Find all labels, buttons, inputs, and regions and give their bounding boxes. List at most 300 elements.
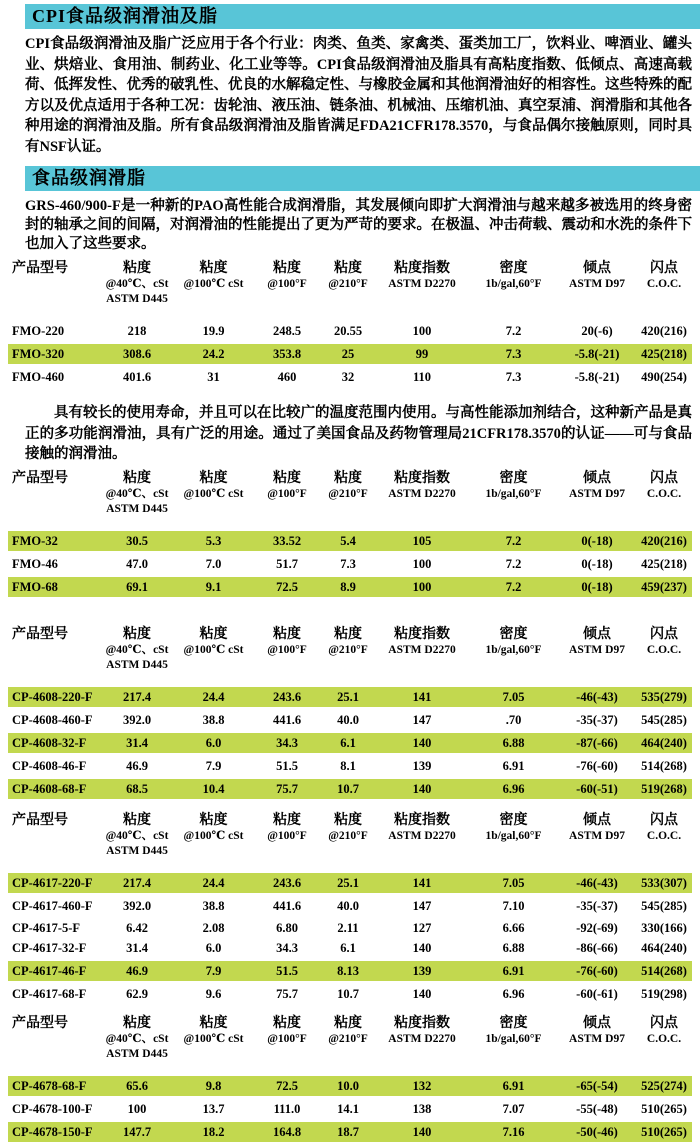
cell-value: 7.05 — [502, 875, 525, 890]
column-header-title: 闪点 — [650, 470, 678, 486]
column-header-title: 粘度 — [273, 470, 301, 486]
product-model: FMO-68 — [12, 579, 58, 594]
cell-value: 51.5 — [276, 963, 298, 978]
cell-value: 25.1 — [337, 689, 359, 704]
cell-value: 7.9 — [205, 758, 222, 773]
cell-value: 147.7 — [122, 1124, 152, 1139]
cell-value: 420(216) — [641, 324, 687, 338]
table-row — [8, 919, 692, 938]
cell-value: 62.9 — [126, 986, 148, 1001]
cell-value: 7.10 — [502, 898, 525, 913]
cell-value: 140 — [412, 781, 432, 796]
column-header — [253, 813, 321, 859]
column-header — [636, 813, 692, 859]
cell-value: 20(-6) — [581, 324, 613, 338]
column-header-subtitle: @40℃、cSt — [105, 487, 169, 500]
column-header — [558, 471, 636, 517]
column-header — [636, 261, 692, 307]
cell-value: 34.3 — [276, 735, 298, 750]
column-header — [174, 261, 253, 307]
cell-value: 18.2 — [202, 1124, 225, 1139]
cell-value: 7.07 — [502, 1101, 525, 1116]
column-header-title: 产品型号 — [12, 1015, 68, 1031]
product-model: CP-4678-68-F — [12, 1078, 87, 1093]
cell-value: 31 — [207, 370, 220, 384]
product-model: CP-4608-32-F — [12, 735, 87, 750]
product-model: CP-4608-460-F — [12, 712, 93, 727]
intro-paragraph-oils: CPI食品级润滑油及脂广泛应用于各个行业：肉类、鱼类、家禽类、蛋类加工厂，饮料业、啤酒业、罐头业、烘焙业、食用油、制药业、化工业等等。CPI食品级润滑油及脂具有高粘度指数、低倾点、高速高载荷、低挥发性、优秀的破乳性、优良的水解稳定性、与橡胶金属和其他润滑油好的相容性。这些特殊的配方以及优点适用于各种工况：齿轮油、液压油、链条油、机械油、压缩机油、真空泵浦、润滑脂和其他各种用途的润滑油及脂。所有食品级润滑油及脂皆满足FDA21CFR178.3570，与食品偶尔接触原则，同时具有NSF认证。 — [25, 36, 692, 155]
cell-value: 18.7 — [337, 1124, 359, 1139]
cell-value: 217.4 — [122, 875, 152, 890]
column-header — [375, 261, 469, 307]
cell-value: 32 — [341, 370, 355, 384]
column-header-title: 粘度指数 — [394, 812, 450, 828]
column-header — [174, 813, 253, 859]
cell-value: 46.9 — [126, 758, 148, 773]
column-header-subtitle: ASTM D97 — [569, 1032, 625, 1045]
column-header-subtitle: @210°F — [328, 829, 368, 842]
column-header-subtitle: C.O.C. — [646, 643, 682, 656]
column-header-title: 密度 — [499, 1015, 528, 1031]
cell-value: 140 — [412, 940, 432, 955]
column-header — [321, 1016, 375, 1062]
spec-table-cp4608 — [8, 627, 692, 799]
cell-value: 7.2 — [505, 556, 522, 571]
cell-value: 7.3 — [505, 347, 522, 361]
cell-value: 25.1 — [337, 875, 359, 890]
section-title-bar-grease — [25, 166, 700, 191]
cell-value: -35(-37) — [576, 898, 618, 913]
cell-value: 132 — [412, 1078, 432, 1093]
cell-value: 308.6 — [122, 347, 152, 361]
column-header-subtitle: C.O.C. — [646, 278, 682, 290]
column-header — [174, 627, 253, 673]
column-header-subtitle: ASTM D97 — [569, 829, 625, 842]
spec-table-fmo-heavy — [8, 261, 692, 387]
column-header-title: 闪点 — [650, 812, 678, 828]
product-model: CP-4608-46-F — [12, 758, 87, 773]
column-header-subtitle: @40℃、cSt — [105, 643, 169, 656]
column-header — [558, 1016, 636, 1062]
column-header-title: 粘度 — [334, 261, 362, 276]
column-header-title: 粘度 — [273, 1015, 301, 1031]
table-row — [8, 531, 692, 551]
table-row — [8, 756, 692, 776]
cell-value: 464(240) — [641, 940, 687, 955]
header-body-gap — [8, 865, 692, 873]
column-header — [8, 813, 100, 859]
product-model: CP-4617-68-F — [12, 986, 87, 1001]
table-header-row — [8, 261, 692, 307]
cell-value: 9.6 — [205, 986, 222, 1001]
table-row — [8, 321, 692, 341]
cell-value: 0(-18) — [581, 533, 613, 548]
cell-value: 51.7 — [276, 556, 298, 571]
column-header-title: 倾点 — [583, 261, 611, 276]
column-header-subtitle: @210°F — [328, 1032, 368, 1045]
column-header-subtitle: @100°F — [267, 643, 307, 656]
spec-table-fmo-light — [8, 471, 692, 597]
cell-value: 535(279) — [641, 689, 687, 704]
column-header-title: 闪点 — [650, 261, 678, 276]
cell-value: -65(-54) — [576, 1078, 618, 1093]
column-header — [558, 813, 636, 859]
column-header-title: 粘度 — [123, 626, 151, 642]
cell-value: -76(-60) — [576, 963, 618, 978]
column-header — [469, 261, 558, 307]
table-row — [8, 554, 692, 574]
column-header — [8, 261, 100, 307]
table-row — [8, 733, 692, 753]
cell-value: 9.8 — [205, 1078, 222, 1093]
cell-value: 6.96 — [502, 781, 525, 796]
cell-value: -55(-48) — [576, 1101, 618, 1116]
column-header-subtitle: @100°F — [267, 829, 307, 842]
cell-value: 9.1 — [205, 579, 222, 594]
column-header-title: 粘度 — [273, 812, 301, 828]
column-header — [8, 471, 100, 517]
column-header — [100, 261, 174, 307]
column-header-title: 密度 — [499, 470, 528, 486]
cell-value: 248.5 — [272, 324, 302, 338]
header-body-gap — [8, 313, 692, 321]
spec-table-cp4617 — [8, 813, 692, 1004]
column-header-subtitle: ASTM D2270 — [388, 278, 456, 290]
cell-value: 7.9 — [205, 963, 222, 978]
cell-value: 111.0 — [273, 1101, 301, 1116]
column-header-title: 密度 — [499, 261, 528, 276]
column-header-subtitle: ASTM D2270 — [388, 829, 456, 842]
column-header — [375, 1016, 469, 1062]
section-title-oils: CPI食品级润滑油及脂 — [32, 6, 218, 26]
cell-value: 46.9 — [126, 963, 148, 978]
cell-value: 147 — [412, 898, 432, 913]
cell-value: 100 — [412, 579, 432, 594]
product-model: CP-4608-68-F — [12, 781, 87, 796]
cell-value: 40.0 — [337, 712, 359, 727]
cell-value: 533(307) — [641, 875, 687, 890]
column-header-title: 密度 — [499, 626, 528, 642]
column-header — [375, 813, 469, 859]
product-model: FMO-460 — [12, 370, 65, 384]
table-row — [8, 873, 692, 893]
column-header-subtitle: @100℃ cSt — [183, 1032, 244, 1045]
column-header-subtitle: @100℃ cSt — [183, 829, 244, 842]
cell-value: 10.7 — [337, 781, 359, 796]
cell-value: 420(216) — [641, 533, 687, 548]
cell-value: -5.8(-21) — [574, 347, 620, 361]
cell-value: .70 — [505, 712, 522, 727]
column-header-title: 粘度指数 — [394, 261, 450, 276]
column-header — [321, 261, 375, 307]
cell-value: 525(274) — [641, 1078, 687, 1093]
column-header-title: 粘度 — [273, 626, 301, 642]
cell-value: 441.6 — [272, 712, 302, 727]
cell-value: 6.1 — [340, 735, 356, 750]
cell-value: 7.16 — [502, 1124, 525, 1139]
cell-value: 110 — [412, 370, 432, 384]
cell-value: 5.4 — [340, 533, 356, 548]
spec-table-cp4678 — [8, 1016, 692, 1142]
cell-value: 51.5 — [276, 758, 298, 773]
section-title-bar-oils — [25, 4, 700, 29]
cell-value: 6.0 — [205, 940, 222, 955]
column-header-title: 粘度 — [334, 812, 362, 828]
cell-value: 19.9 — [202, 324, 225, 338]
cell-value: 8.1 — [340, 758, 356, 773]
cell-value: 20.55 — [333, 324, 363, 338]
cell-value: 40.0 — [337, 898, 359, 913]
cell-value: 138 — [412, 1101, 432, 1116]
cell-value: 10.4 — [202, 781, 225, 796]
cell-value: 75.7 — [276, 986, 298, 1001]
cell-value: 24.4 — [202, 875, 225, 890]
column-header-subtitle: ASTM D445 — [106, 502, 168, 515]
column-header-subtitle: ASTM D445 — [106, 1047, 168, 1060]
product-model: FMO-220 — [12, 324, 65, 338]
column-header-title: 倾点 — [583, 626, 611, 642]
product-model: CP-4617-5-F — [12, 920, 81, 935]
table-row — [8, 1076, 692, 1096]
column-header-subtitle: 1b/gal,60°F — [485, 829, 542, 842]
cell-value: 6.91 — [502, 758, 525, 773]
column-header-subtitle: @100°F — [267, 487, 307, 500]
table-row — [8, 984, 692, 1004]
product-model: FMO-32 — [12, 533, 58, 548]
cell-value: 7.05 — [502, 689, 525, 704]
column-header-subtitle: C.O.C. — [646, 829, 682, 842]
column-header-title: 产品型号 — [12, 626, 68, 642]
cell-value: 0(-18) — [581, 579, 613, 594]
column-header — [321, 627, 375, 673]
cell-value: 243.6 — [272, 689, 302, 704]
column-header — [469, 1016, 558, 1062]
table-row — [8, 710, 692, 730]
cell-value: 8.9 — [340, 579, 356, 594]
column-header-title: 粘度指数 — [394, 470, 450, 486]
cell-value: 164.8 — [272, 1124, 302, 1139]
column-header-title: 粘度 — [199, 470, 228, 486]
cell-value: 218 — [127, 324, 147, 338]
cell-value: 217.4 — [122, 689, 152, 704]
column-header-subtitle: 1b/gal,60°F — [485, 1032, 542, 1045]
cell-value: 330(166) — [641, 920, 687, 935]
table-header-row — [8, 627, 692, 673]
cell-value: 6.42 — [126, 920, 148, 935]
column-header-subtitle: @210°F — [328, 487, 368, 500]
mid-paragraph: 具有较长的使用寿命，并且可以在比较广的温度范围内使用。与高性能添加剂结合，这种新产品是真正的多功能润滑油，具有广泛的用途。通过了美国食品及药物管理局21CFR178.3570的认证——可与食品接触的润滑油。 — [25, 405, 692, 462]
column-header-subtitle: @100°F — [267, 1032, 307, 1045]
cell-value: 392.0 — [122, 898, 152, 913]
cell-value: 127 — [412, 920, 432, 935]
column-header — [636, 627, 692, 673]
cell-value: 490(254) — [641, 370, 687, 384]
section-title-grease: 食品级润滑脂 — [32, 168, 146, 188]
column-header — [100, 627, 174, 673]
cell-value: 7.3 — [505, 370, 522, 384]
column-header-subtitle: C.O.C. — [646, 1032, 682, 1045]
cell-value: 7.3 — [340, 556, 356, 571]
cell-value: -35(-37) — [576, 712, 618, 727]
column-header-subtitle: 1b/gal,60°F — [485, 643, 542, 656]
cell-value: 425(218) — [641, 347, 687, 361]
cell-value: 6.1 — [340, 940, 356, 955]
cell-value: 441.6 — [272, 898, 302, 913]
column-header — [100, 813, 174, 859]
column-header-title: 粘度指数 — [394, 1015, 450, 1031]
cell-value: 460 — [277, 370, 297, 384]
column-header-title: 粘度 — [199, 812, 228, 828]
cell-value: 7.2 — [505, 324, 522, 338]
product-model: CP-4608-220-F — [12, 689, 93, 704]
cell-value: -46(-43) — [576, 875, 618, 890]
column-header — [8, 627, 100, 673]
column-header — [253, 471, 321, 517]
column-header-subtitle: ASTM D445 — [106, 658, 168, 671]
table-row — [8, 687, 692, 707]
cell-value: 34.3 — [276, 940, 298, 955]
table-row — [8, 577, 692, 597]
product-model: FMO-320 — [12, 347, 65, 361]
cell-value: 243.6 — [272, 875, 302, 890]
column-header — [174, 1016, 253, 1062]
column-header-subtitle: ASTM D97 — [569, 487, 625, 500]
table-row — [8, 896, 692, 916]
cell-value: 38.8 — [202, 712, 225, 727]
table-row — [8, 1122, 692, 1142]
cell-value: 47.0 — [126, 556, 148, 571]
cell-value: 2.08 — [202, 920, 225, 935]
column-header-title: 粘度 — [123, 261, 151, 276]
datasheet-page — [0, 4, 700, 1138]
column-header — [253, 627, 321, 673]
cell-value: 6.80 — [276, 920, 298, 935]
intro-paragraph-grease: GRS-460/900-F是一种新的PAO高性能合成润滑脂，其发展倾向即扩大润滑油与越来越多被选用的终身密封的轴承之间的间隔，对润滑油的性能提出了更为严苛的要求。在极温、冲击荷载、震动和水洗的条件下也加入了这些要求。 — [25, 198, 692, 252]
column-header-subtitle: @100℃ cSt — [183, 487, 244, 500]
cell-value: 72.5 — [276, 579, 298, 594]
column-header-subtitle: ASTM D2270 — [388, 643, 456, 656]
column-header — [375, 627, 469, 673]
header-body-gap — [8, 523, 692, 531]
cell-value: 6.96 — [502, 986, 525, 1001]
cell-value: 510(265) — [641, 1101, 687, 1116]
product-model: CP-4617-460-F — [12, 898, 93, 913]
cell-value: 7.2 — [505, 579, 522, 594]
column-header-title: 倾点 — [583, 470, 611, 486]
cell-value: 38.8 — [202, 898, 225, 913]
cell-value: 7.2 — [505, 533, 522, 548]
cell-value: 6.91 — [502, 963, 525, 978]
column-header — [469, 471, 558, 517]
cell-value: 31.4 — [126, 735, 148, 750]
column-header-title: 产品型号 — [12, 470, 68, 486]
cell-value: -92(-69) — [576, 920, 618, 935]
column-header-subtitle: @210°F — [328, 278, 368, 290]
column-header — [253, 261, 321, 307]
column-header — [321, 813, 375, 859]
cell-value: 100 — [127, 1101, 147, 1116]
table-row — [8, 938, 692, 958]
cell-value: 99 — [415, 347, 429, 361]
column-header-title: 粘度 — [334, 626, 362, 642]
cell-value: -60(-61) — [576, 986, 618, 1001]
column-header-subtitle: @40℃、cSt — [105, 829, 169, 842]
column-header-subtitle: ASTM D97 — [569, 643, 625, 656]
cell-value: 100 — [412, 556, 432, 571]
cell-value: 392.0 — [122, 712, 152, 727]
cell-value: -50(-46) — [576, 1124, 618, 1139]
cell-value: 514(268) — [641, 963, 687, 978]
column-header-subtitle: @40℃、cSt — [105, 278, 169, 290]
cell-value: 353.8 — [272, 347, 302, 361]
header-body-gap — [8, 679, 692, 687]
column-header-title: 粘度 — [199, 261, 228, 276]
table-row — [8, 961, 692, 981]
column-header-subtitle: @100℃ cSt — [183, 278, 244, 290]
column-header-title: 产品型号 — [12, 812, 68, 828]
column-header-subtitle: ASTM D445 — [106, 844, 168, 857]
cell-value: -60(-51) — [576, 781, 618, 796]
column-header-subtitle: @210°F — [328, 643, 368, 656]
cell-value: 464(240) — [641, 735, 687, 750]
cell-value: 459(237) — [641, 579, 687, 594]
column-header-title: 粘度 — [199, 1015, 228, 1031]
cell-value: -5.8(-21) — [574, 370, 620, 384]
cell-value: 6.88 — [502, 735, 525, 750]
cell-value: -46(-43) — [576, 689, 618, 704]
cell-value: 401.6 — [122, 370, 152, 384]
cell-value: 139 — [412, 758, 432, 773]
cell-value: 6.88 — [502, 940, 525, 955]
cell-value: 8.13 — [337, 963, 359, 978]
column-header-title: 产品型号 — [12, 261, 68, 276]
column-header — [100, 471, 174, 517]
table-header-row — [8, 1016, 692, 1062]
product-model: CP-4678-150-F — [12, 1124, 93, 1139]
cell-value: 75.7 — [276, 781, 298, 796]
column-header-subtitle: @40℃、cSt — [105, 1032, 169, 1045]
cell-value: 24.4 — [202, 689, 225, 704]
column-header-title: 粘度 — [199, 626, 228, 642]
column-header — [636, 1016, 692, 1062]
product-model: CP-4617-32-F — [12, 940, 87, 955]
column-header — [469, 813, 558, 859]
column-header — [253, 1016, 321, 1062]
column-header — [321, 471, 375, 517]
cell-value: 100 — [412, 324, 432, 338]
cell-value: 7.0 — [205, 556, 222, 571]
column-header-title: 粘度 — [123, 812, 151, 828]
column-header-title: 密度 — [499, 812, 528, 828]
column-header-title: 闪点 — [650, 1015, 678, 1031]
cell-value: 25 — [341, 347, 355, 361]
cell-value: 545(285) — [641, 898, 687, 913]
table-row — [8, 367, 692, 387]
table-row — [8, 779, 692, 799]
column-header — [174, 471, 253, 517]
product-model: CP-4678-100-F — [12, 1101, 93, 1116]
cell-value: 2.11 — [337, 920, 359, 935]
column-header — [558, 627, 636, 673]
table-header-row — [8, 471, 692, 517]
product-model: CP-4617-220-F — [12, 875, 93, 890]
cell-value: 5.3 — [205, 533, 222, 548]
column-header-subtitle: @100°F — [267, 278, 307, 290]
cell-value: 545(285) — [641, 712, 687, 727]
column-header-title: 粘度 — [334, 1015, 362, 1031]
cell-value: 13.7 — [202, 1101, 225, 1116]
cell-value: 140 — [412, 1124, 432, 1139]
